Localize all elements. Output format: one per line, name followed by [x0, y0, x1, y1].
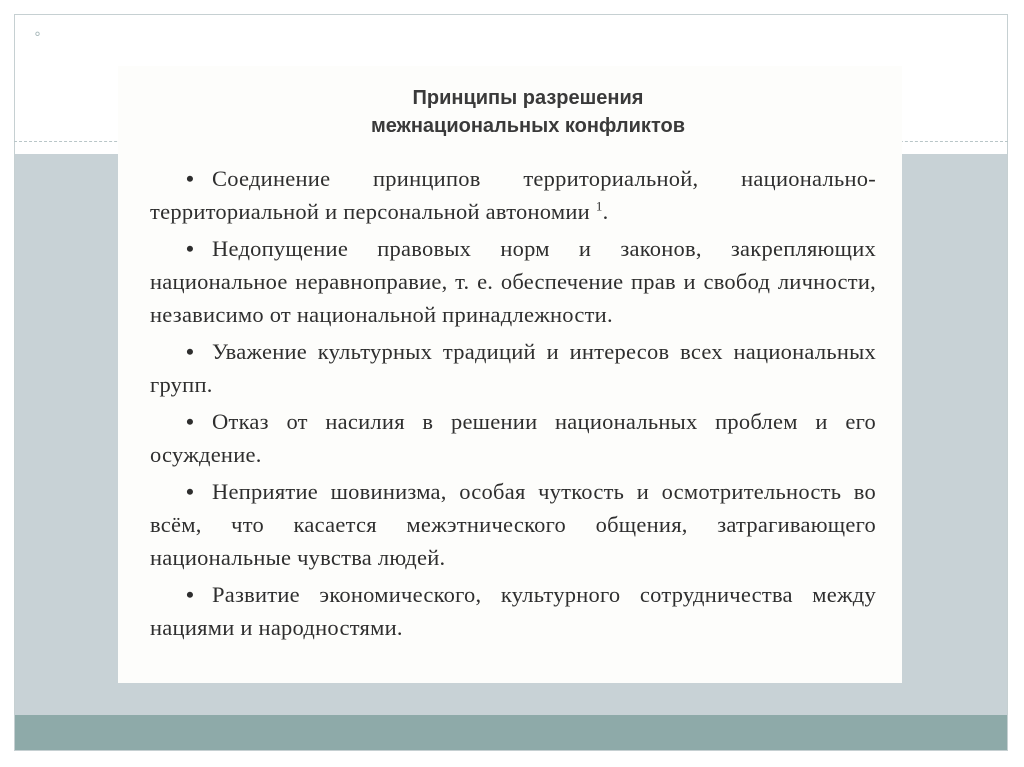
principle-text: Неприятие шовинизма, особая чуткость и осмотрительность во всём, что касается межэтнического общения, затрагивающего национальные чувства людей. — [150, 479, 876, 570]
list-item — [150, 232, 876, 331]
principle-text: Соединение принципов территориальной, национально-территориальной и персональной автономии — [150, 166, 876, 224]
document-title — [150, 84, 876, 140]
principle-text: Отказ от насилия в решении национальных проблем и его осуждение. — [150, 409, 876, 467]
list-item — [150, 405, 876, 471]
footnote-marker: 1 — [595, 198, 603, 214]
list-item — [150, 578, 876, 644]
corner-mark: ° — [34, 30, 41, 46]
list-item — [150, 475, 876, 574]
principle-text: Недопущение правовых норм и законов, закрепляющих национальное неравноправие, т. е. обеспечение прав и свобод личности, независимо от национальной принадлежности. — [150, 236, 876, 327]
bullet-icon: • — [186, 166, 195, 191]
bullet-icon: • — [186, 409, 195, 434]
principle-text: Развитие экономического, культурного сотрудничества между нациями и народностями. — [150, 582, 876, 640]
bullet-icon: • — [186, 236, 195, 261]
footer-band — [15, 715, 1007, 750]
bullet-icon: • — [186, 339, 195, 364]
scanned-text-image — [118, 66, 902, 683]
bullet-icon: • — [186, 582, 195, 607]
list-item — [150, 335, 876, 401]
bullet-icon: • — [186, 479, 195, 504]
list-item — [150, 162, 876, 228]
principle-suffix: . — [602, 199, 609, 224]
title-line-2: межнациональных конфликтов — [371, 115, 685, 137]
principle-text: Уважение культурных традиций и интересов всех национальных групп. — [150, 339, 876, 397]
principles-list — [150, 162, 876, 644]
title-line-1: Принципы разрешения — [412, 87, 644, 109]
